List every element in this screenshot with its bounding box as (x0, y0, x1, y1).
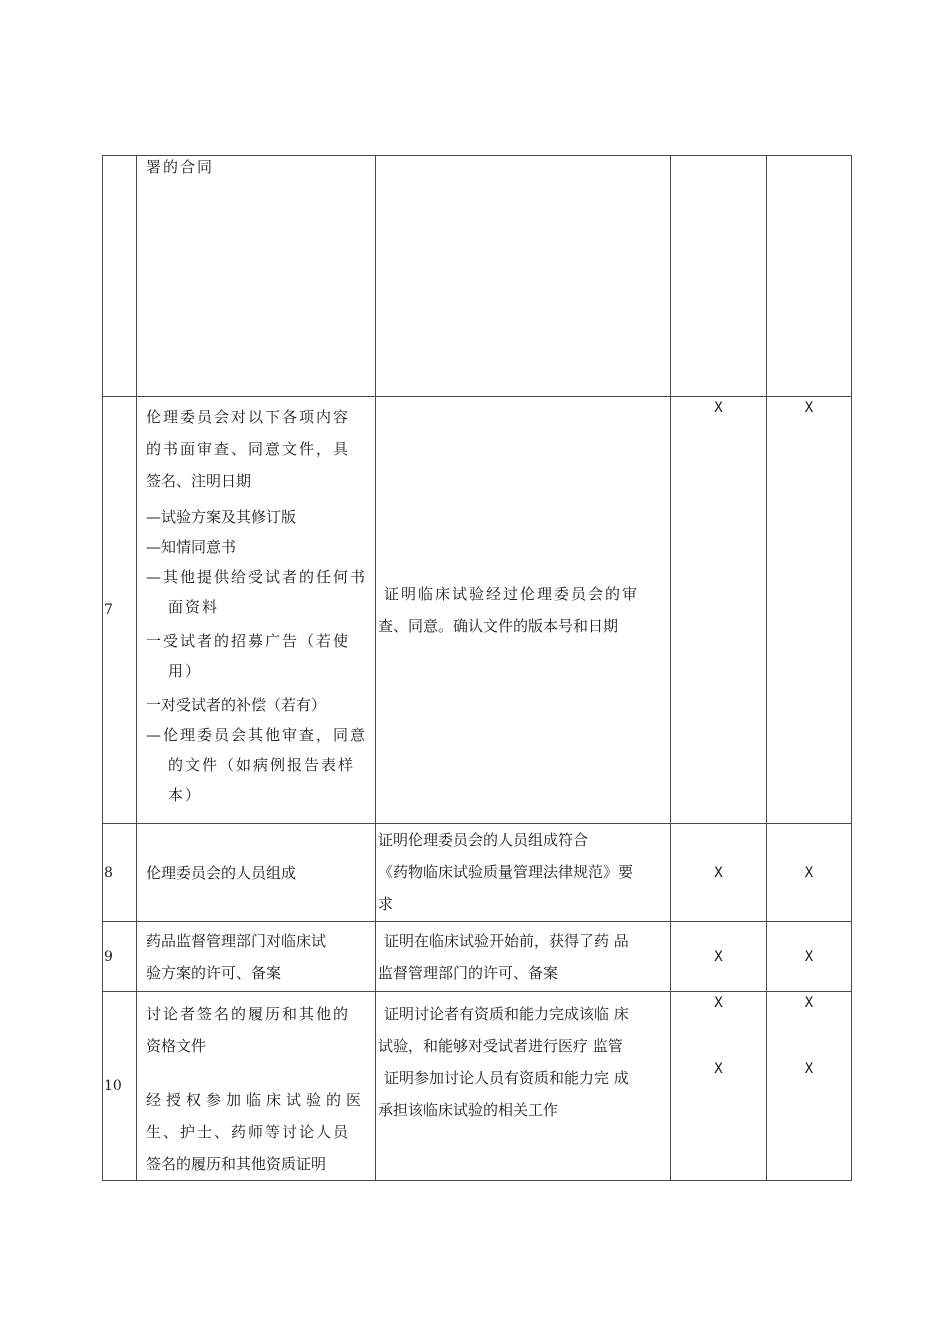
purpose-text: 查、同意。确认文件的版本号和日期 (378, 617, 619, 635)
purpose-text: 证明临床试验经过伦理委员会的审 (384, 585, 640, 603)
mark-cell-a (671, 397, 767, 824)
mark-cell-b (767, 397, 852, 824)
item-text: 签名、注明日期 (146, 472, 252, 490)
item-text: 伦理委员会对以下各项内容 (146, 408, 351, 426)
check-mark: X (714, 1061, 723, 1077)
list-item: —试验方案及其修订版 (146, 508, 297, 526)
purpose-text: 承担该临床试验的相关工作 (378, 1101, 559, 1119)
list-item: 一受试者的招募广告（若使用） (146, 632, 351, 680)
item-cell (137, 156, 376, 397)
check-mark: X (804, 948, 814, 965)
list-item: —知情同意书 (146, 538, 237, 556)
purpose-cell (376, 156, 671, 397)
item-text: 验方案的许可、备案 (146, 963, 282, 982)
item-text: 的书面审查、同意文件，具 (146, 440, 351, 458)
item-cell (137, 992, 376, 1181)
mark-cell-b (767, 922, 852, 992)
check-mark: X (714, 864, 723, 881)
check-mark: X (714, 995, 723, 1011)
check-mark: X (714, 400, 723, 416)
mark-cell-a (671, 992, 767, 1181)
row-number: 7 (103, 397, 137, 824)
item-text: 签名的履历和其他资质证明 (146, 1155, 327, 1173)
table-row (103, 992, 852, 1181)
mark-cell-b (767, 992, 852, 1181)
item-text: 讨论者签名的履历和其他的 (146, 1005, 351, 1023)
mark-cell-b (767, 824, 852, 922)
item-cell (137, 922, 376, 992)
row-number: 9 (103, 922, 137, 992)
purpose-cell (376, 922, 671, 992)
table-row (103, 824, 852, 922)
row-number (103, 156, 137, 397)
item-text: 生、护士、药师等讨论人员 (146, 1123, 351, 1141)
check-mark: X (804, 995, 814, 1011)
mark-cell-b (767, 156, 852, 397)
row-number: 8 (103, 824, 137, 922)
item-text: 药品监督管理部门对临床试 (146, 931, 327, 950)
list-item: —伦理委员会其他审查，同意的文件（如病例报告表样本） (146, 726, 368, 804)
item-text: 伦理委员会的人员组成 (146, 863, 297, 882)
purpose-cell (376, 992, 671, 1181)
table-row (103, 397, 852, 824)
check-mark: X (804, 400, 814, 416)
item-text: 署的合同 (146, 158, 215, 176)
purpose-text: 证明参加讨论人员有资质和能力完 成 (384, 1069, 629, 1087)
purpose-cell (376, 824, 671, 922)
mark-cell-a (671, 824, 767, 922)
list-item: —其他提供给受试者的任何书面资料 (146, 568, 368, 616)
table-row (103, 922, 852, 992)
purpose-text: 证明伦理委员会的人员组成符合 (378, 831, 589, 849)
item-cell (137, 824, 376, 922)
document-table (102, 155, 852, 1181)
check-mark: X (804, 864, 814, 881)
mark-cell-a (671, 156, 767, 397)
item-text: 资格文件 (146, 1037, 207, 1055)
row-number: 10 (103, 992, 137, 1181)
mark-cell-a (671, 922, 767, 992)
purpose-text: 《药物临床试验质量管理法律规范》要 (378, 863, 634, 881)
purpose-cell (376, 397, 671, 824)
purpose-text: 试验，和能够对受试者进行医疗 监管 (378, 1037, 623, 1055)
purpose-text: 监督管理部门的许可、备案 (378, 963, 559, 982)
purpose-text: 证明讨论者有资质和能力完成该临 床 (384, 1005, 629, 1023)
purpose-text: 求 (378, 895, 394, 913)
table-row (103, 156, 852, 397)
list-item: 一对受试者的补偿（若有） (146, 696, 327, 714)
check-mark: X (804, 1061, 814, 1077)
check-mark: X (714, 948, 723, 965)
purpose-text: 证明在临床试验开始前，获得了药 品 (384, 931, 629, 950)
item-cell (137, 397, 376, 824)
item-text: 经授权参加临床试验的医 (146, 1091, 367, 1109)
